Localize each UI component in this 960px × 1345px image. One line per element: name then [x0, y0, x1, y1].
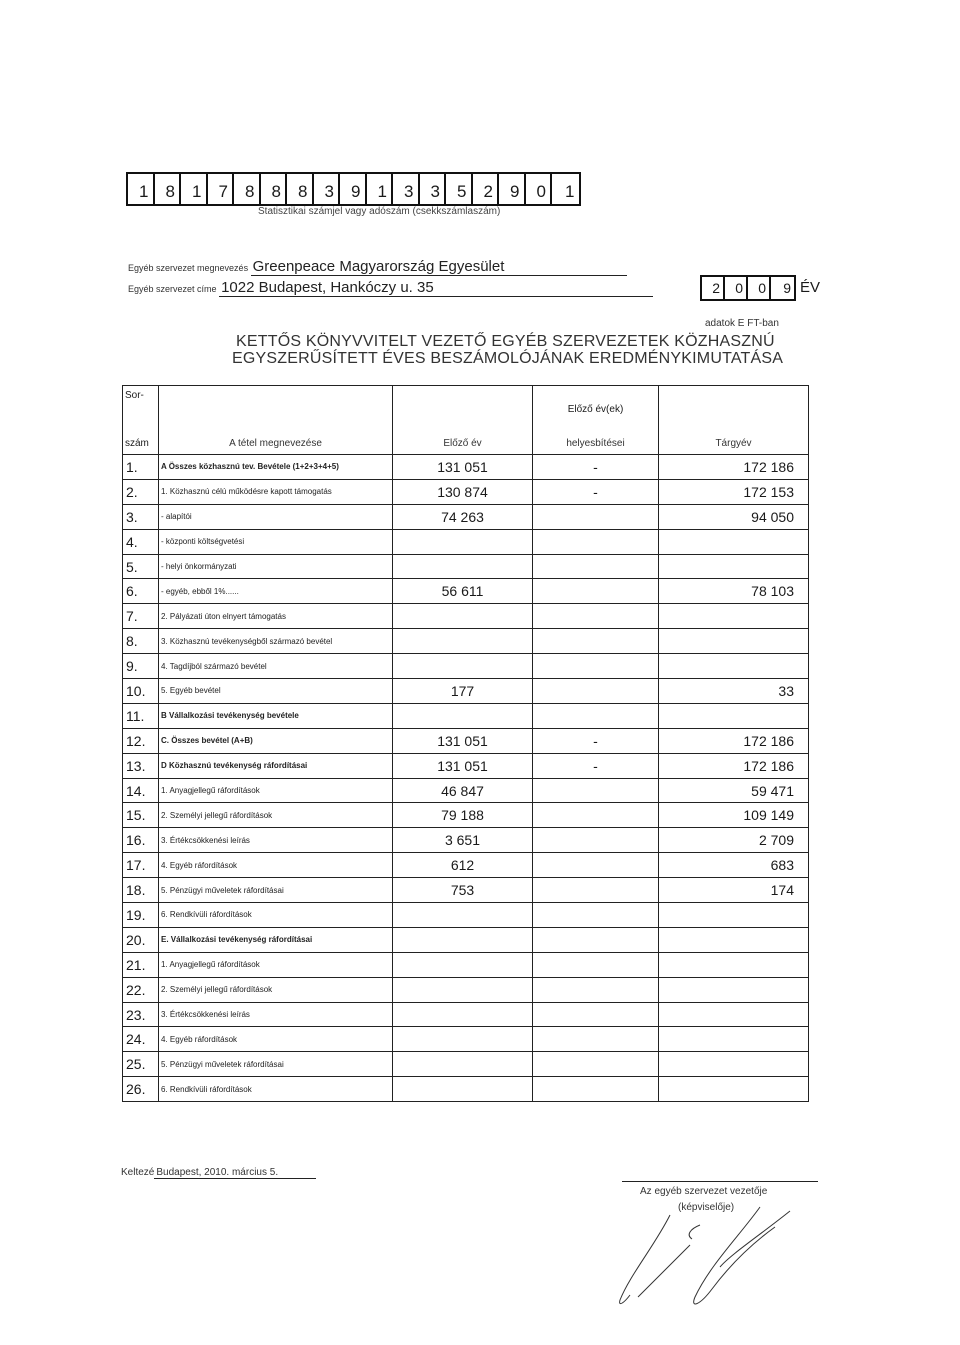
table-row — [123, 1002, 809, 1027]
row-number: 15. — [123, 803, 159, 828]
row-number: 1. — [123, 455, 159, 480]
row-prev-corrections: - — [533, 753, 659, 778]
tax-id-digit: 9 — [499, 174, 526, 204]
table-row — [123, 554, 809, 579]
org-name-row — [128, 258, 627, 276]
row-number: 6. — [123, 579, 159, 604]
row-prev-corrections — [533, 504, 659, 529]
row-prev-year — [393, 1052, 533, 1077]
row-current-year: 172 186 — [659, 455, 809, 480]
footer-place-label: Keltezé — [121, 1167, 155, 1178]
row-number: 20. — [123, 927, 159, 952]
row-prev-year — [393, 1002, 533, 1027]
header-item-name: A tétel megnevezése — [159, 432, 393, 455]
row-current-year: 172 153 — [659, 479, 809, 504]
year-digit: 0 — [748, 277, 771, 299]
row-label: A Összes közhasznú tev. Bevétele (1+2+3+4+5) — [159, 455, 393, 480]
row-current-year: 174 — [659, 878, 809, 903]
row-current-year — [659, 654, 809, 679]
row-prev-year — [393, 654, 533, 679]
row-prev-corrections — [533, 828, 659, 853]
row-current-year: 33 — [659, 679, 809, 704]
row-prev-corrections — [533, 654, 659, 679]
row-number: 25. — [123, 1052, 159, 1077]
row-prev-year — [393, 1027, 533, 1052]
row-number: 5. — [123, 554, 159, 579]
row-prev-corrections — [533, 604, 659, 629]
row-prev-year — [393, 604, 533, 629]
table-row — [123, 679, 809, 704]
row-prev-year: 56 611 — [393, 579, 533, 604]
header-prev-corrections-top: Előző év(ek) — [533, 386, 659, 433]
tax-id-digit: 9 — [340, 174, 367, 204]
row-current-year: 2 709 — [659, 828, 809, 853]
row-prev-corrections — [533, 1027, 659, 1052]
row-current-year: 109 149 — [659, 803, 809, 828]
row-current-year: 78 103 — [659, 579, 809, 604]
row-prev-year — [393, 977, 533, 1002]
row-prev-year: 3 651 — [393, 828, 533, 853]
row-number: 24. — [123, 1027, 159, 1052]
row-label: 2. Személyi jellegű ráfordítások — [159, 803, 393, 828]
row-current-year — [659, 952, 809, 977]
row-label: 1. Anyagjellegű ráfordítások — [159, 952, 393, 977]
row-label: 6. Rendkívüli ráfordítások — [159, 1077, 393, 1102]
header-sor: Sor- — [123, 386, 159, 433]
row-number: 8. — [123, 629, 159, 654]
header-current-year: Tárgyév — [659, 432, 809, 455]
row-number: 22. — [123, 977, 159, 1002]
row-number: 4. — [123, 529, 159, 554]
table-row — [123, 579, 809, 604]
signer-caption: Az egyéb szervezet vezetője — [640, 1186, 768, 1197]
row-current-year — [659, 903, 809, 928]
year-digit: 9 — [783, 280, 791, 296]
row-current-year: 59 471 — [659, 778, 809, 803]
row-current-year: 172 186 — [659, 753, 809, 778]
row-prev-corrections — [533, 1052, 659, 1077]
row-prev-year — [393, 703, 533, 728]
row-prev-corrections — [533, 679, 659, 704]
row-number: 3. — [123, 504, 159, 529]
row-label: 4. Egyéb ráfordítások — [159, 853, 393, 878]
row-number: 26. — [123, 1077, 159, 1102]
row-label: - helyi önkormányzati — [159, 554, 393, 579]
org-name-label: Egyéb szervezet megnevezés — [128, 263, 249, 273]
table-row — [123, 728, 809, 753]
row-current-year: 172 186 — [659, 728, 809, 753]
table-row — [123, 753, 809, 778]
row-prev-corrections — [533, 579, 659, 604]
row-prev-year: 753 — [393, 878, 533, 903]
row-label: B Vállalkozási tevékenység bevétele — [159, 703, 393, 728]
row-current-year — [659, 1027, 809, 1052]
row-prev-year: 131 051 — [393, 728, 533, 753]
tax-id-digit: 1 — [128, 174, 155, 204]
table-row — [123, 828, 809, 853]
signer-caption-2: (képviselője) — [678, 1202, 735, 1213]
footer-place-date-row — [121, 1167, 316, 1179]
tax-id-caption: Statisztikai számjel vagy adószám (csekkszámlaszám) — [258, 206, 501, 217]
row-current-year — [659, 927, 809, 952]
header-szam: szám — [123, 432, 159, 455]
tax-id-digit: 3 — [420, 174, 447, 204]
table-row — [123, 654, 809, 679]
table-row — [123, 455, 809, 480]
row-prev-corrections — [533, 778, 659, 803]
handwritten-signature — [600, 1205, 810, 1325]
row-number: 18. — [123, 878, 159, 903]
row-current-year — [659, 977, 809, 1002]
row-prev-corrections — [533, 803, 659, 828]
row-number: 16. — [123, 828, 159, 853]
row-prev-corrections — [533, 927, 659, 952]
income-statement-table — [122, 385, 809, 1102]
tax-id-digit: 3 — [314, 174, 341, 204]
table-row — [123, 703, 809, 728]
row-prev-year — [393, 927, 533, 952]
row-prev-year: 177 — [393, 679, 533, 704]
row-label: D Közhasznú tevékenység ráfordításai — [159, 753, 393, 778]
row-label: 2. Pályázati úton elnyert támogatás — [159, 604, 393, 629]
row-prev-year: 74 263 — [393, 504, 533, 529]
row-prev-year — [393, 903, 533, 928]
row-number: 13. — [123, 753, 159, 778]
row-label: 3. Értékcsökkenési leírás — [159, 828, 393, 853]
table-row — [123, 604, 809, 629]
row-current-year — [659, 1002, 809, 1027]
table-row — [123, 803, 809, 828]
row-prev-year — [393, 529, 533, 554]
row-label: E. Vállalkozási tevékenység ráfordításai — [159, 927, 393, 952]
row-label: 4. Tagdíjból származó bevétel — [159, 654, 393, 679]
row-label: - központi költségvetési — [159, 529, 393, 554]
row-prev-year — [393, 629, 533, 654]
row-label: 2. Személyi jellegű ráfordítások — [159, 977, 393, 1002]
row-number: 11. — [123, 703, 159, 728]
row-prev-corrections — [533, 977, 659, 1002]
table-row — [123, 504, 809, 529]
row-label: 5. Pénzügyi műveletek ráfordításai — [159, 878, 393, 903]
org-name-value: Greenpeace Magyarország Egyesület — [251, 258, 627, 276]
row-prev-corrections: - — [533, 728, 659, 753]
table-row — [123, 977, 809, 1002]
table-row — [123, 529, 809, 554]
tax-id-digit: 8 — [234, 174, 261, 204]
row-number: 12. — [123, 728, 159, 753]
row-prev-corrections — [533, 629, 659, 654]
org-address-row — [128, 279, 653, 297]
table-row — [123, 927, 809, 952]
units-note: adatok E FT-ban — [705, 318, 779, 329]
table-row — [123, 952, 809, 977]
row-label: - alapítói — [159, 504, 393, 529]
row-number: 9. — [123, 654, 159, 679]
row-label: 5. Egyéb bevétel — [159, 679, 393, 704]
row-current-year — [659, 604, 809, 629]
tax-id-boxes — [126, 172, 581, 206]
row-number: 2. — [123, 479, 159, 504]
row-current-year — [659, 554, 809, 579]
table-row — [123, 878, 809, 903]
row-label: 1. Közhasznú célú működésre kapott támogatás — [159, 479, 393, 504]
row-prev-corrections — [533, 1002, 659, 1027]
row-prev-corrections — [533, 878, 659, 903]
table-row — [123, 1052, 809, 1077]
row-label: 5. Pénzügyi műveletek ráfordításai — [159, 1052, 393, 1077]
row-label: 6. Rendkívüli ráfordítások — [159, 903, 393, 928]
report-title-line-2: EGYSZERŰSÍTETT ÉVES BESZÁMOLÓJÁNAK EREDMÉNYKIMUTATÁSA — [232, 350, 784, 367]
row-current-year: 94 050 — [659, 504, 809, 529]
row-current-year — [659, 1052, 809, 1077]
row-current-year — [659, 1077, 809, 1102]
table-row — [123, 479, 809, 504]
row-prev-corrections — [533, 952, 659, 977]
row-number: 21. — [123, 952, 159, 977]
year-digit: 2 — [702, 277, 725, 299]
table-row — [123, 903, 809, 928]
tax-id-digit: 5 — [446, 174, 473, 204]
row-current-year: 683 — [659, 853, 809, 878]
row-prev-corrections — [533, 1077, 659, 1102]
row-number: 7. — [123, 604, 159, 629]
table-row — [123, 1077, 809, 1102]
row-prev-year: 46 847 — [393, 778, 533, 803]
signature-line — [622, 1181, 818, 1182]
row-current-year — [659, 629, 809, 654]
row-prev-corrections — [533, 903, 659, 928]
org-address-value: 1022 Budapest, Hankóczy u. 35 — [219, 279, 653, 297]
org-address-label: Egyéb szervezet címe — [128, 284, 217, 294]
row-label: 3. Közhasznú tevékenységből származó bevétel — [159, 629, 393, 654]
row-prev-year — [393, 554, 533, 579]
tax-id-digit: 3 — [393, 174, 420, 204]
year-suffix: ÉV — [800, 279, 821, 296]
row-number: 19. — [123, 903, 159, 928]
row-prev-year: 130 874 — [393, 479, 533, 504]
table-row — [123, 853, 809, 878]
row-label: 4. Egyéb ráfordítások — [159, 1027, 393, 1052]
row-prev-corrections — [533, 703, 659, 728]
row-prev-year — [393, 952, 533, 977]
tax-id-digit: 1 — [181, 174, 208, 204]
row-prev-corrections — [533, 529, 659, 554]
tax-id-digit: 0 — [526, 174, 553, 204]
row-prev-year: 612 — [393, 853, 533, 878]
row-number: 10. — [123, 679, 159, 704]
row-prev-year: 131 051 — [393, 753, 533, 778]
row-prev-corrections — [533, 853, 659, 878]
tax-id-digit: 8 — [287, 174, 314, 204]
row-current-year — [659, 529, 809, 554]
tax-id-digit: 8 — [155, 174, 182, 204]
tax-id-digit: 7 — [208, 174, 235, 204]
tax-id-digit: 8 — [261, 174, 288, 204]
row-prev-year: 131 051 — [393, 455, 533, 480]
table-row — [123, 778, 809, 803]
table-row — [123, 1027, 809, 1052]
row-prev-corrections: - — [533, 455, 659, 480]
row-label: C. Összes bevétel (A+B) — [159, 728, 393, 753]
row-label: 1. Anyagjellegű ráfordítások — [159, 778, 393, 803]
tax-id-digit: 1 — [565, 182, 575, 201]
row-prev-year — [393, 1077, 533, 1102]
row-number: 17. — [123, 853, 159, 878]
row-number: 23. — [123, 1002, 159, 1027]
header-prev-year: Előző év — [393, 432, 533, 455]
row-current-year — [659, 703, 809, 728]
report-title-line-1: KETTŐS KÖNYVVITELT VEZETŐ EGYÉB SZERVEZETEK KÖZHASZNÚ — [236, 333, 775, 350]
table-row — [123, 629, 809, 654]
year-digit: 0 — [725, 277, 748, 299]
row-prev-year: 79 188 — [393, 803, 533, 828]
row-prev-corrections: - — [533, 479, 659, 504]
footer-place-date: Budapest, 2010. március 5. — [154, 1167, 316, 1179]
row-prev-corrections — [533, 554, 659, 579]
year-boxes — [700, 275, 796, 301]
row-number: 14. — [123, 778, 159, 803]
row-label: - egyéb, ebből 1%...... — [159, 579, 393, 604]
tax-id-digit: 1 — [367, 174, 394, 204]
header-prev-corrections-bottom: helyesbítései — [533, 432, 659, 455]
tax-id-digit: 2 — [473, 174, 500, 204]
row-label: 3. Értékcsökkenési leírás — [159, 1002, 393, 1027]
